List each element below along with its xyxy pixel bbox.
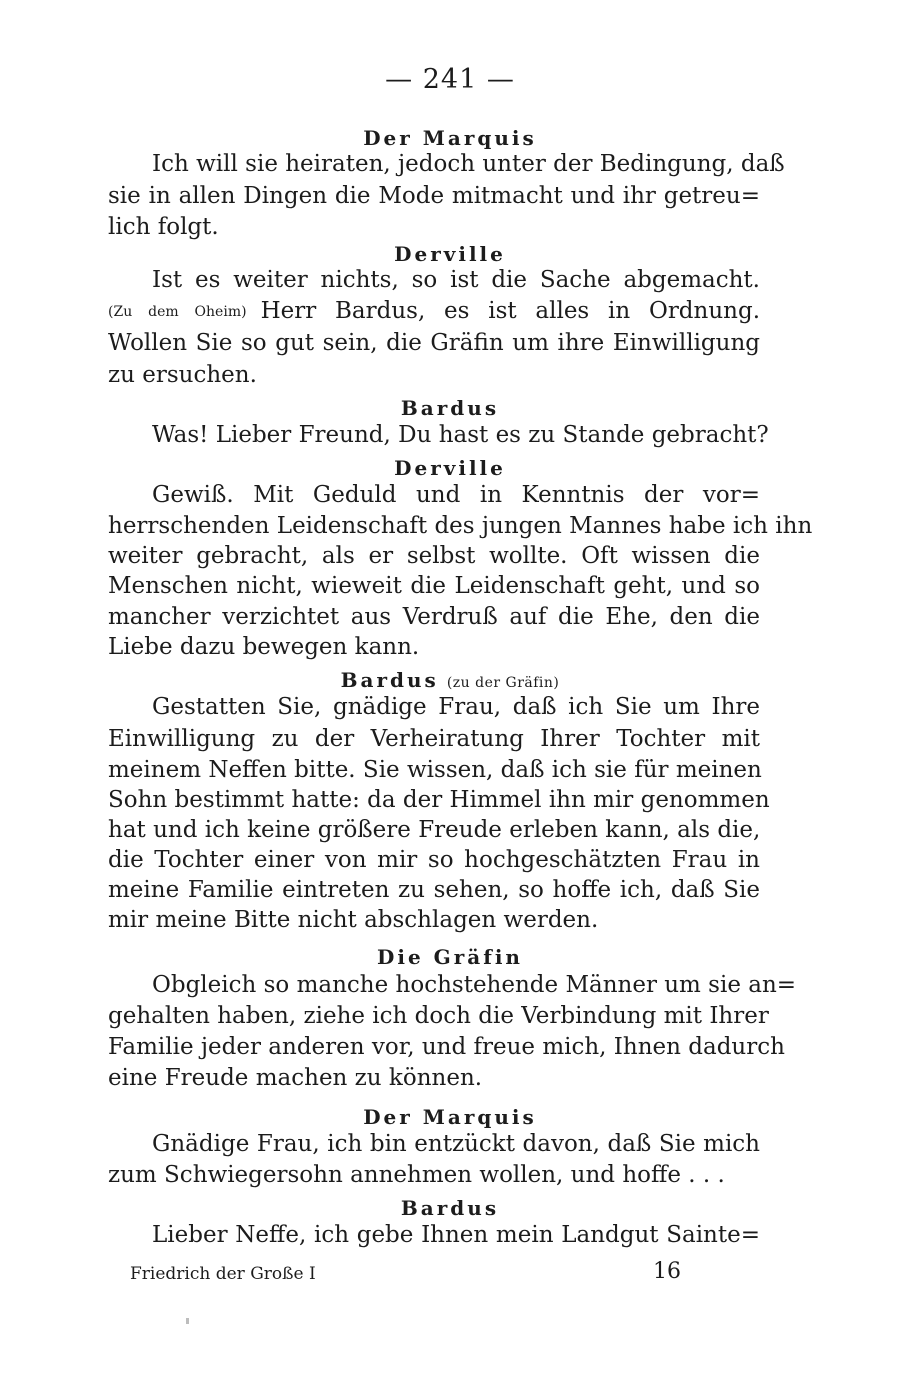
text-line: lich folgt. — [108, 214, 219, 240]
speaker-name: Derville — [394, 242, 506, 266]
stage-direction: (zu der Gräfin) — [446, 675, 560, 691]
text-line: Familie jeder anderen vor, und freue mich, Ihnen dadurch — [108, 1034, 785, 1060]
text-line: Was! Lieber Freund, Du hast es zu Stande gebracht? — [152, 422, 769, 448]
text-line: Lieber Neffe, ich gebe Ihnen mein Landgut Sainte= — [152, 1222, 760, 1248]
text-line: hat und ich keine größere Freude erleben kann, als die, — [108, 817, 761, 843]
text-line: gehalten haben, ziehe ich doch die Verbindung mit Ihrer — [108, 1003, 769, 1029]
text-line: zu ersuchen. — [108, 362, 257, 388]
text-line: zum Schwiegersohn annehmen wollen, und hoffe . . . — [108, 1162, 725, 1188]
text-line: meinem Neffen bitte. Sie wissen, daß ich sie für meinen — [108, 757, 762, 783]
speaker-heading — [0, 454, 900, 482]
speaker-heading — [0, 124, 900, 152]
text-line: Ist es weiter nichts, so ist die Sache abgemacht. — [152, 267, 760, 293]
speaker-name: Bardus — [340, 668, 439, 692]
text-line: meine Familie eintreten zu sehen, so hoffe ich, daß Sie — [108, 877, 760, 903]
text-line: herrschenden Leidenschaft des jungen Mannes habe ich ihn — [108, 513, 813, 539]
text-line: eine Freude machen zu können. — [108, 1065, 483, 1091]
text-line: Gnädige Frau, ich bin entzückt davon, daß Sie mich — [152, 1131, 760, 1157]
text-line: weiter gebracht, als er selbst wollte. Oft wissen die — [108, 543, 760, 569]
stage-direction: (Zu dem Oheim) — [108, 304, 247, 320]
text-line: Wollen Sie so gut sein, die Gräfin um ihre Einwilligung — [108, 330, 760, 356]
page-number: — 241 — — [385, 64, 515, 95]
text-line: Sohn bestimmt hatte: da der Himmel ihn mir genommen — [108, 787, 770, 813]
text-line: Menschen nicht, wieweit die Leidenschaft geht, und so — [108, 573, 760, 599]
speaker-heading — [0, 943, 900, 971]
text-line: sie in allen Dingen die Mode mitmacht und ihr getreu= — [108, 183, 760, 209]
text-line: mancher verzichtet aus Verdruß auf die Ehe, den die — [108, 604, 760, 630]
text-line: die Tochter einer von mir so hochgeschätzten Frau in — [108, 847, 760, 873]
text-line: Obgleich so manche hochstehende Männer um sie an= — [152, 972, 797, 998]
speaker-name: Die Gräfin — [377, 945, 523, 969]
text-line: mir meine Bitte nicht abschlagen werden. — [108, 907, 599, 933]
speaker-name: Der Marquis — [363, 126, 537, 150]
speaker-heading — [0, 240, 900, 268]
speaker-heading — [0, 394, 900, 422]
text-line: Gestatten Sie, gnädige Frau, daß ich Sie um Ihre — [152, 694, 760, 720]
text-line: Ich will sie heiraten, jedoch unter der Bedingung, daß — [152, 151, 785, 177]
speaker-name: Der Marquis — [363, 1105, 537, 1129]
sheet-number: 16 — [653, 1259, 681, 1284]
signature-mark: Friedrich der Große I — [130, 1264, 316, 1284]
text-line: Liebe dazu bewegen kann. — [108, 634, 420, 660]
text-line-with-aside — [108, 296, 760, 327]
speaker-name: Derville — [394, 456, 506, 480]
text-line: Einwilligung zu der Verheiratung Ihrer Tochter mit — [108, 726, 760, 752]
speaker-name: Bardus — [400, 396, 500, 420]
speaker-name: Bardus — [400, 1196, 500, 1220]
text-line: Herr Bardus, es ist alles in Ordnung. — [260, 298, 761, 324]
speaker-heading — [0, 1194, 900, 1222]
paper-speck — [186, 1318, 189, 1324]
text-line: Gewiß. Mit Geduld und in Kenntnis der vor= — [152, 482, 760, 508]
speaker-heading — [0, 1103, 900, 1131]
